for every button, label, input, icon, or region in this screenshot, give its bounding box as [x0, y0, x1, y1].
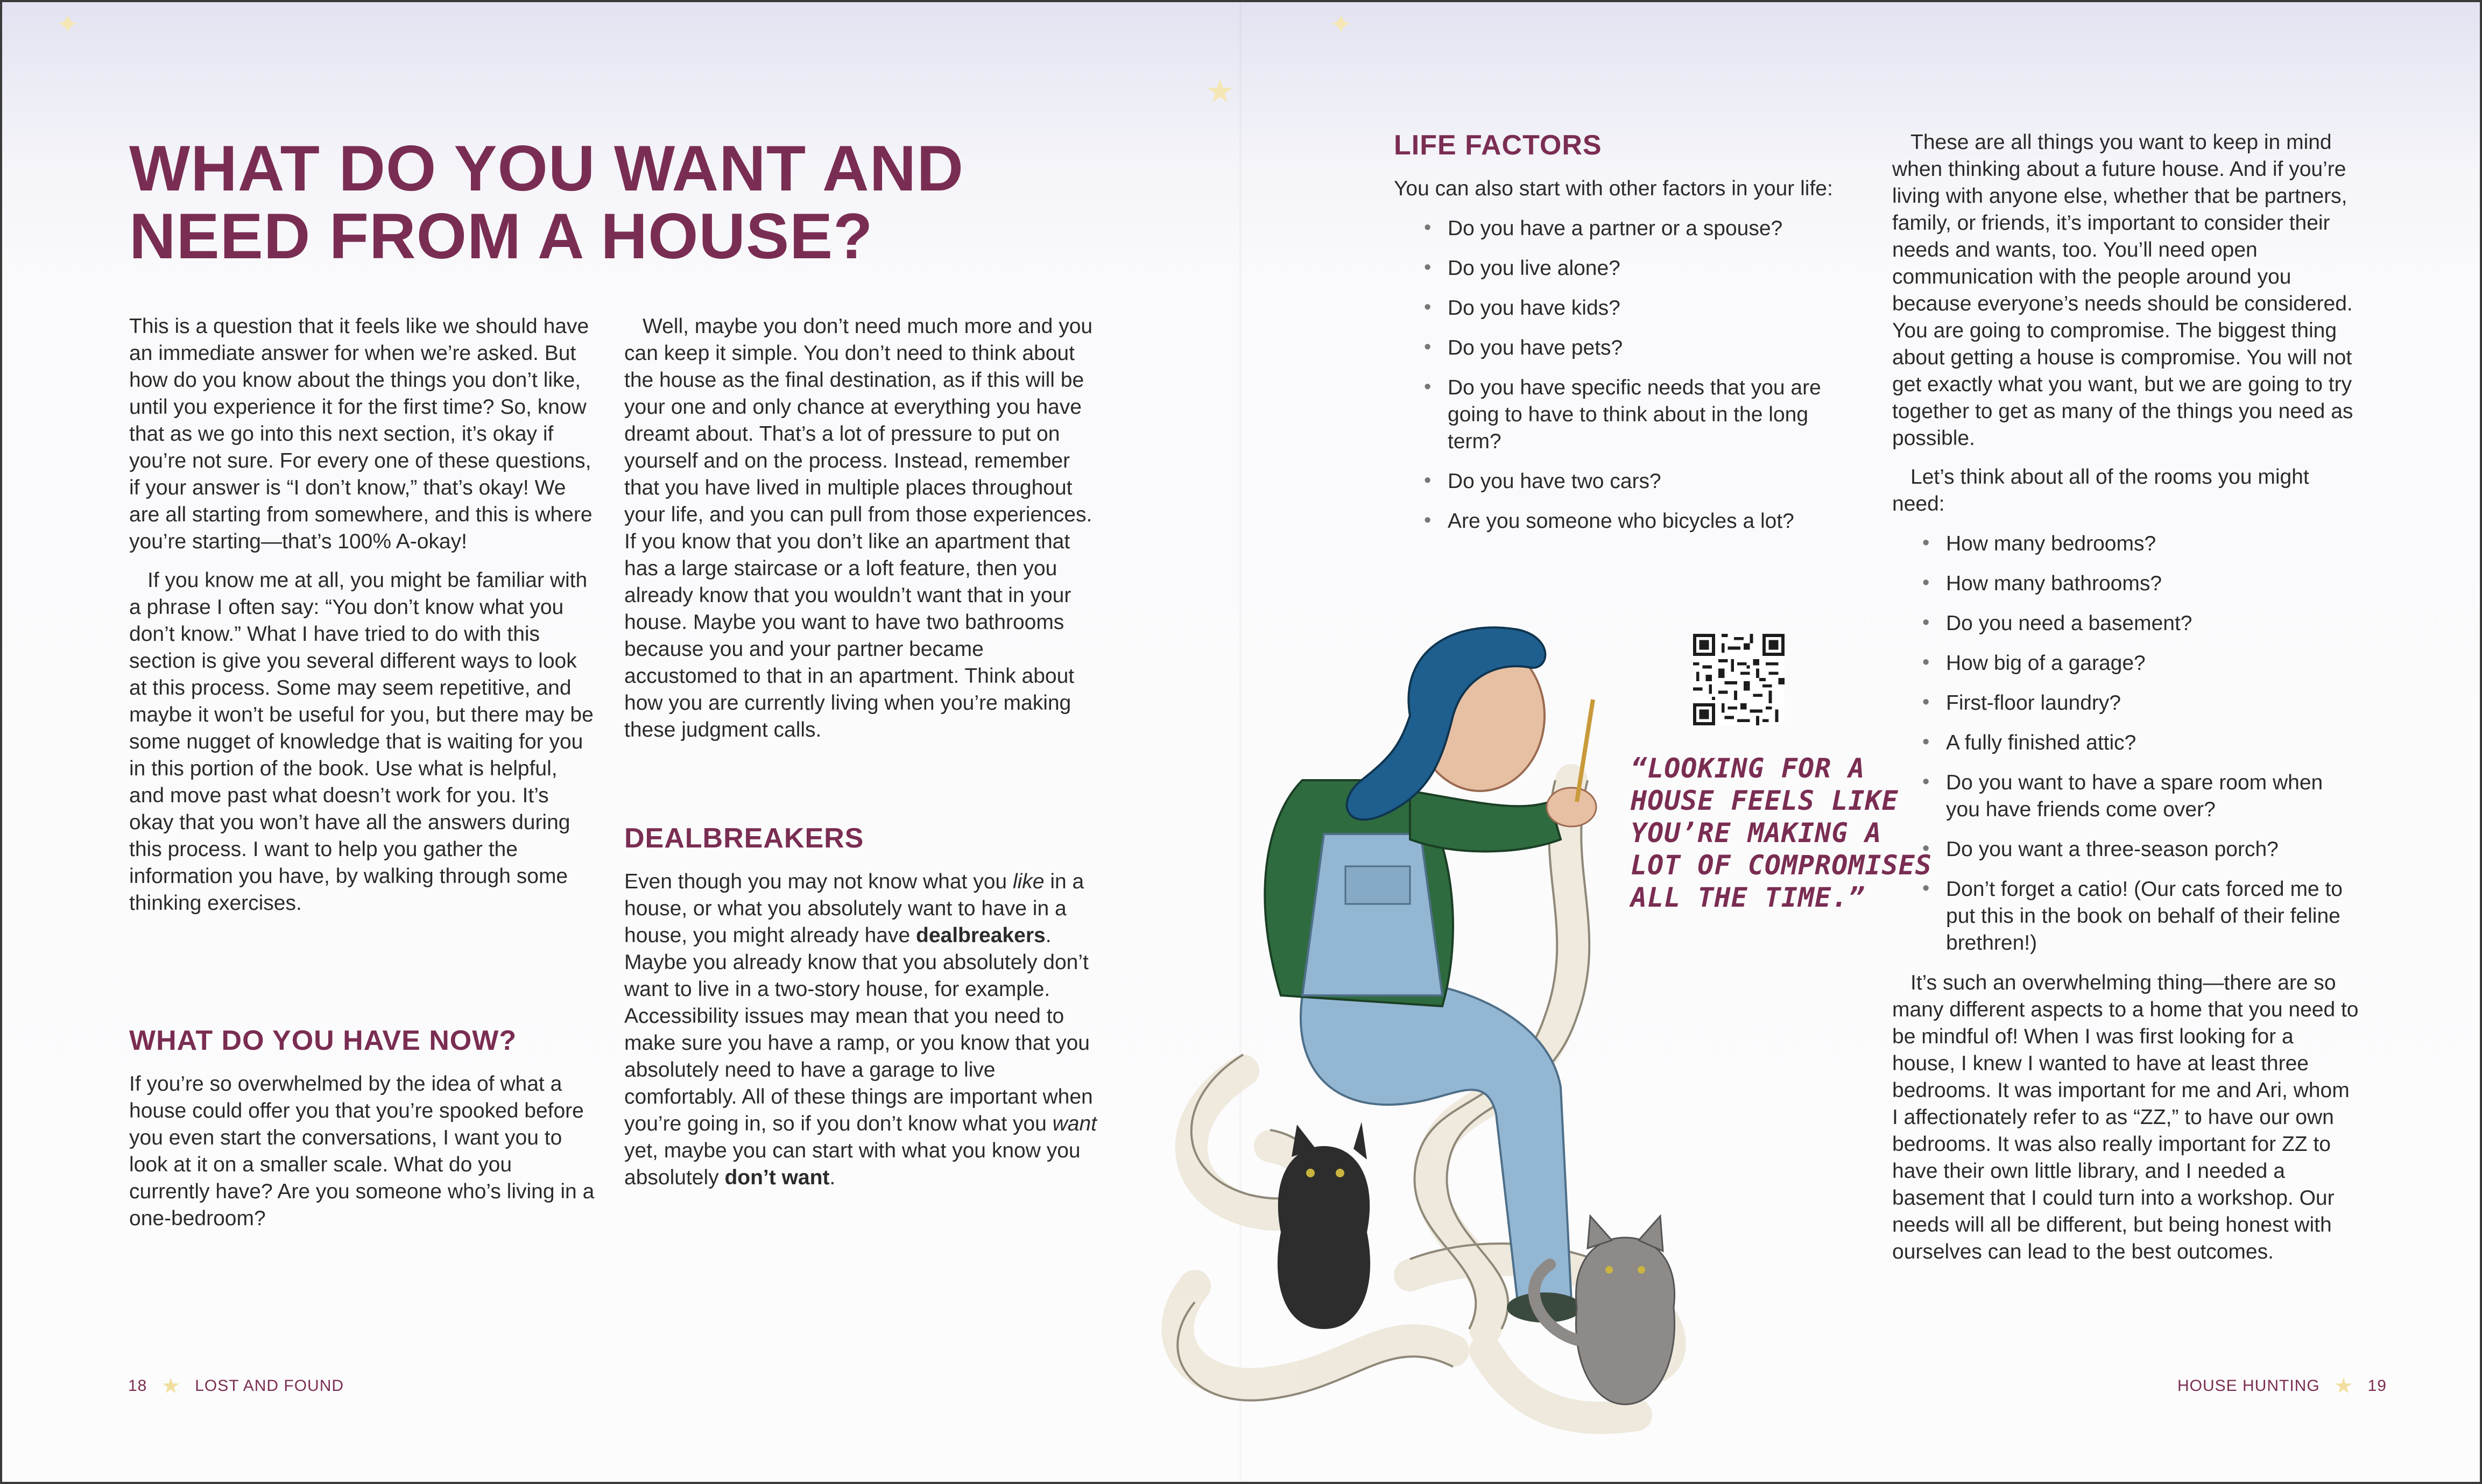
dont-want-bold: don’t want: [724, 1166, 830, 1189]
life-factors-list: [1424, 215, 1857, 535]
list-item: • Do you need a basement?: [1922, 610, 2360, 637]
list-item: • How big of a garage?: [1922, 650, 2360, 677]
have-now-text-block: [129, 1071, 597, 1232]
dealbreakers-text-3: . Maybe you already know that you absolutely don’t want to live in a two-story house, for example. Accessibility issues may mean that you need to make sure you have a ramp, or you know that you absolutely need to have a garage to live comfortably. All of these things are important when you’re going in, so if you don’t know what you: [624, 924, 1093, 1135]
like-emphasis: like: [1012, 870, 1045, 893]
have-now-paragraph: If you’re so overwhelmed by the idea of what a house could offer you that you’re spooked before you even start the conversations, I want you to look at it on a smaller scale. What do you currently have? Are you someone who’s living in a one-bedroom?: [129, 1072, 595, 1230]
page-title: [129, 132, 1098, 272]
footer-star-icon: ★: [161, 1374, 181, 1398]
list-item: • First-floor laundry?: [1922, 690, 2360, 717]
list-item: • Do you have kids?: [1424, 295, 1857, 322]
life-factors-block: [1394, 175, 1857, 535]
list-item: • How many bedrooms?: [1922, 531, 2360, 557]
illustration: [1109, 586, 1862, 1469]
dealbreakers-text-4: yet, maybe you can start with what you know you absolutely: [624, 1139, 1081, 1189]
dealbreakers-heading: DEALBREAKERS: [624, 823, 864, 854]
life-factors-heading: LIFE FACTORS: [1394, 130, 1602, 161]
list-item: • A fully finished attic?: [1922, 730, 2360, 757]
list-item: • Do you want a three-season porch?: [1922, 836, 2360, 863]
overwhelming-paragraph: It’s such an overwhelming thing—there are so many different aspects to a home that you need to be mindful of! When I was first looking for a house, I knew I wanted to have at least three bedrooms. It was important for me and Ari, whom I affectionately refer to as “ZZ,” to have our own bedrooms. It was also really important for ZZ to have their own little library, and I needed a basement that I could turn into a workshop. Our needs will all be different, but being honest with ourselves can lead to the best outcomes.: [1892, 971, 2359, 1263]
dealbreakers-text-block: [624, 868, 1098, 1191]
list-item: • Are you someone who bicycles a lot?: [1424, 508, 1857, 535]
page-title-line-1: WHAT DO YOU WANT AND: [129, 132, 964, 204]
list-item: • Do you have two cars?: [1424, 468, 1857, 495]
list-item: • Do you want to have a spare room when you have friends come over?: [1922, 769, 2360, 823]
dealbreakers-paragraph: [624, 868, 1098, 1191]
list-item: • Don’t forget a catio! (Our cats forced me to put this in the book on behalf of their feline brethren!): [1922, 876, 2360, 957]
rooms-list: [1922, 531, 2360, 957]
life-factors-intro: You can also start with other factors in your life:: [1394, 177, 1833, 200]
list-item: • Do you have specific needs that you are going to have to think about in the long term?: [1424, 374, 1857, 455]
dealbreakers-text-2: in a house, or what you absolutely want to have in a house, you might already have: [624, 870, 1084, 947]
list-item: • How many bathrooms?: [1922, 570, 2360, 597]
footer-star-icon: ★: [2333, 1374, 2354, 1398]
dealbreakers-text-1: Even though you may not know what you: [624, 870, 1013, 893]
right-column-2: [1892, 129, 2360, 1266]
left-column-2: [624, 313, 1098, 744]
familiar-paragraph: If you know me at all, you might be familiar with a phrase I often say: “You don’t know what you don’t know.” What I have tried to do with this section is give you several different ways to look at this process. Some may seem repetitive, and maybe it won’t be useful for you, but there may be some nugget of knowledge that is waiting for you in this portion of the book. Use what is helpful, and move past what doesn’t work for you. It’s okay that you won’t have all the answers during this process. I want to help you gather the information you have, by walking through some thinking exercises.: [129, 569, 594, 915]
left-running-head: LOST AND FOUND: [195, 1377, 344, 1395]
list-item: • Do you live alone?: [1424, 255, 1857, 282]
left-column-1: [129, 313, 597, 917]
decorative-star-icon: ✦: [1329, 9, 1353, 40]
right-page-number: 19: [2367, 1377, 2387, 1395]
left-footer: [128, 1376, 344, 1396]
dealbreakers-text-5: .: [829, 1166, 836, 1189]
pull-quote: “LOOKING FOR A HOUSE FEELS LIKE YOU’RE MAKING A LOT OF COMPROMISES ALL THE TIME.”: [1631, 753, 1932, 913]
right-running-head: HOUSE HUNTING: [2177, 1377, 2320, 1395]
future-house-paragraph: These are all things you want to keep in mind when thinking about a future house. And if you’re living with anyone else, whether that be partners, family, or friends, it’s important to consider their needs and wants, too. You’ll need open communication with the people around you because everyone’s needs should be considered. You are going to compromise. The biggest thing about getting a house is compromise. You will not get exactly what you want, but we are going to try together to get as many of the things you need as possible.: [1892, 131, 2353, 450]
list-item: • Do you have a partner or a spouse?: [1424, 215, 1857, 242]
what-do-you-have-now-heading: WHAT DO YOU HAVE NOW?: [129, 1025, 517, 1056]
right-footer: [2177, 1376, 2387, 1396]
simple-paragraph: Well, maybe you don’t need much more and you can keep it simple. You don’t need to think about the house as the final destination, as if this will be your one and only chance at everything you have dreamt about. That’s a lot of pressure to put on yourself and on the process. Instead, remember that you have lived in multiple places throughout your life, and you can pull from those experiences. If you know that you don’t like an apartment that has a large staircase or a loft feature, then you already know that you wouldn’t want that in your house. Maybe you want to have two bathrooms because you and your partner became accustomed to that in an apartment. Think about how you are currently living when you’re making these judgment calls.: [624, 315, 1093, 741]
list-item: • Do you have pets?: [1424, 335, 1857, 362]
rooms-intro: Let’s think about all of the rooms you might need:: [1892, 465, 2309, 515]
decorative-star-icon: ✦: [56, 9, 80, 40]
decorative-star-icon: ★: [1205, 73, 1235, 109]
left-page-number: 18: [128, 1377, 147, 1395]
page-title-line-2: NEED FROM A HOUSE?: [129, 200, 873, 272]
intro-paragraph: This is a question that it feels like we should have an immediate answer for when we’re asked. But how do you know about the things you don’t like, until you experience it for the first time? So, know that as we go into this next section, it’s okay if you’re not sure. For every one of these questions, if your answer is “I don’t know,” that’s okay! We are all starting from somewhere, and this is where you’re starting—that’s 100% A-okay!: [129, 315, 593, 553]
dealbreakers-bold: dealbreakers: [916, 924, 1046, 947]
want-emphasis: want: [1052, 1112, 1097, 1135]
